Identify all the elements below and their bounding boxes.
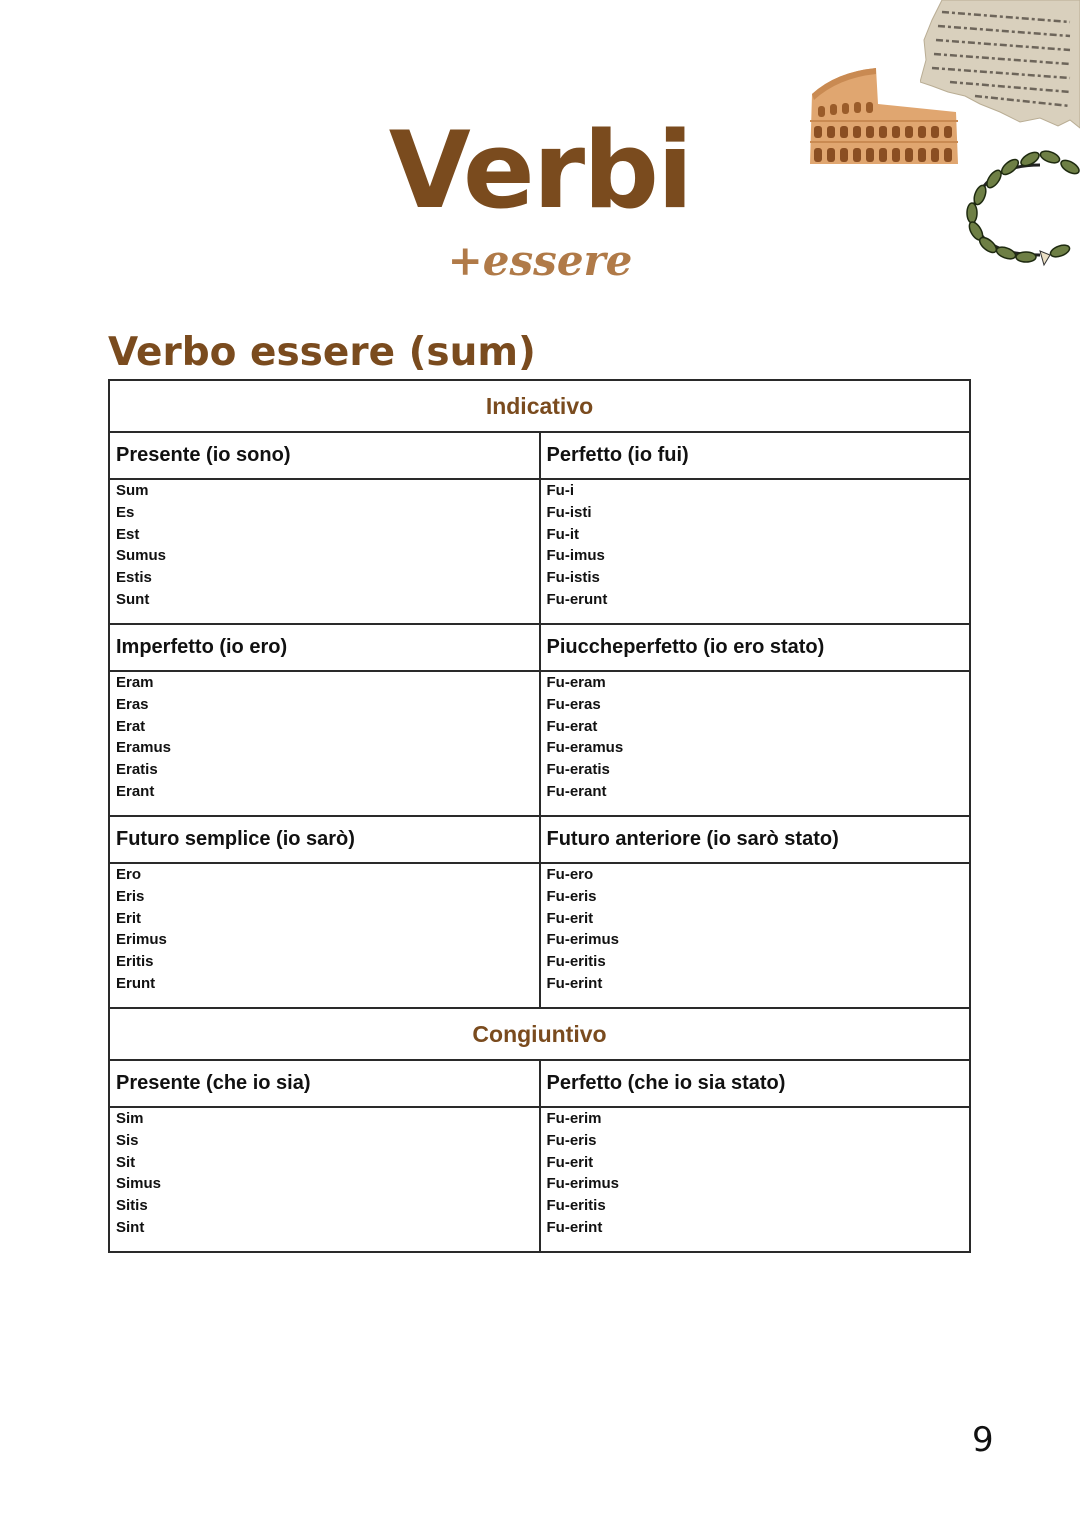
verb-form: Fu-eratis [546,761,610,779]
verb-form: Fu-istis [546,569,600,587]
verb-form: Fu-ero [546,866,594,883]
tense-header-row [109,432,970,479]
tense-label: Presente (che io sia) [109,1060,540,1107]
verb-form: Fu-eramus [546,739,624,757]
verb-form: Sumus [116,547,167,565]
forms-cell [540,863,971,1008]
verb-form: Fu-eritis [546,953,606,971]
tense-label: Perfetto (io fui) [540,432,971,479]
tense-label: Futuro anteriore (io sarò stato) [540,816,971,863]
tense-label: Piuccheperfetto (io ero stato) [540,624,971,671]
tense-label: Presente (io sono) [109,432,540,479]
verb-form: Est [116,525,140,543]
verb-form: Fu-erint [546,974,603,992]
verb-form: Fu-eris [546,1131,597,1149]
tense-label: Futuro semplice (io sarò) [109,816,540,863]
page-subtitle: +essere [447,236,633,285]
verb-form: Eramus [116,739,172,757]
verb-form: Erunt [116,974,156,992]
verb-form: Eris [116,887,145,905]
forms-row [109,479,970,624]
page-title: Verbi [388,109,692,232]
conjugation-table [108,379,971,1253]
tense-label: Imperfetto (io ero) [109,624,540,671]
forms-cell [109,671,540,816]
verb-form: Eratis [116,761,158,779]
forms-row [109,863,970,1008]
verb-form: Eram [116,674,154,691]
verb-form: Fu-eram [546,674,606,691]
verb-form: Fu-erim [546,1110,602,1127]
mood-indicativo: Indicativo [109,380,970,432]
verb-form: Erant [116,782,155,800]
forms-row [109,671,970,816]
verb-form: Fu-erant [546,782,607,800]
verb-form: Sitis [116,1197,148,1215]
forms-cell [540,1107,971,1252]
verb-form: Fu-erat [546,717,598,735]
verb-form: Eras [116,695,149,713]
verb-form: Fu-erunt [546,590,608,608]
forms-cell [540,479,971,624]
forms-cell [109,1107,540,1252]
verb-form: Fu-eris [546,887,597,905]
mood-congiuntivo: Congiuntivo [109,1008,970,1060]
verb-form: Fu-erimus [546,931,620,949]
verb-form: Fu-i [546,482,574,499]
verb-form: Fu-erint [546,1218,603,1236]
verb-form: Fu-erit [546,909,594,927]
tense-header-row [109,624,970,671]
tense-header-row [109,1060,970,1107]
verb-form: Estis [116,569,152,587]
verb-form: Sit [116,1153,136,1171]
verb-form: Fu-eras [546,695,601,713]
tense-header-row [109,816,970,863]
verb-form: Sum [116,482,149,499]
forms-cell [109,863,540,1008]
verb-form: Es [116,503,135,521]
verb-form: Erat [116,717,146,735]
verb-form: Erimus [116,931,167,949]
verb-form: Eritis [116,953,154,971]
verb-form: Fu-isti [546,503,592,521]
section-title: Verbo essere (sum) [108,330,536,375]
verb-form: Fu-eritis [546,1197,606,1215]
verb-form: Erit [116,909,142,927]
page-number: 9 [972,1420,994,1460]
verb-form: Simus [116,1175,162,1193]
tense-label: Perfetto (che io sia stato) [540,1060,971,1107]
verb-form: Fu-it [546,525,579,543]
verb-form: Sim [116,1110,144,1127]
verb-form: Fu-erit [546,1153,594,1171]
verb-form: Ero [116,866,142,883]
forms-cell [540,671,971,816]
verb-form: Fu-imus [546,547,605,565]
forms-cell [109,479,540,624]
verb-form: Fu-erimus [546,1175,620,1193]
mood-header-row [109,380,970,432]
mood-header-row [109,1008,970,1060]
verb-form: Sunt [116,590,150,608]
forms-row [109,1107,970,1252]
verb-form: Sint [116,1218,145,1236]
verb-form: Sis [116,1131,139,1149]
